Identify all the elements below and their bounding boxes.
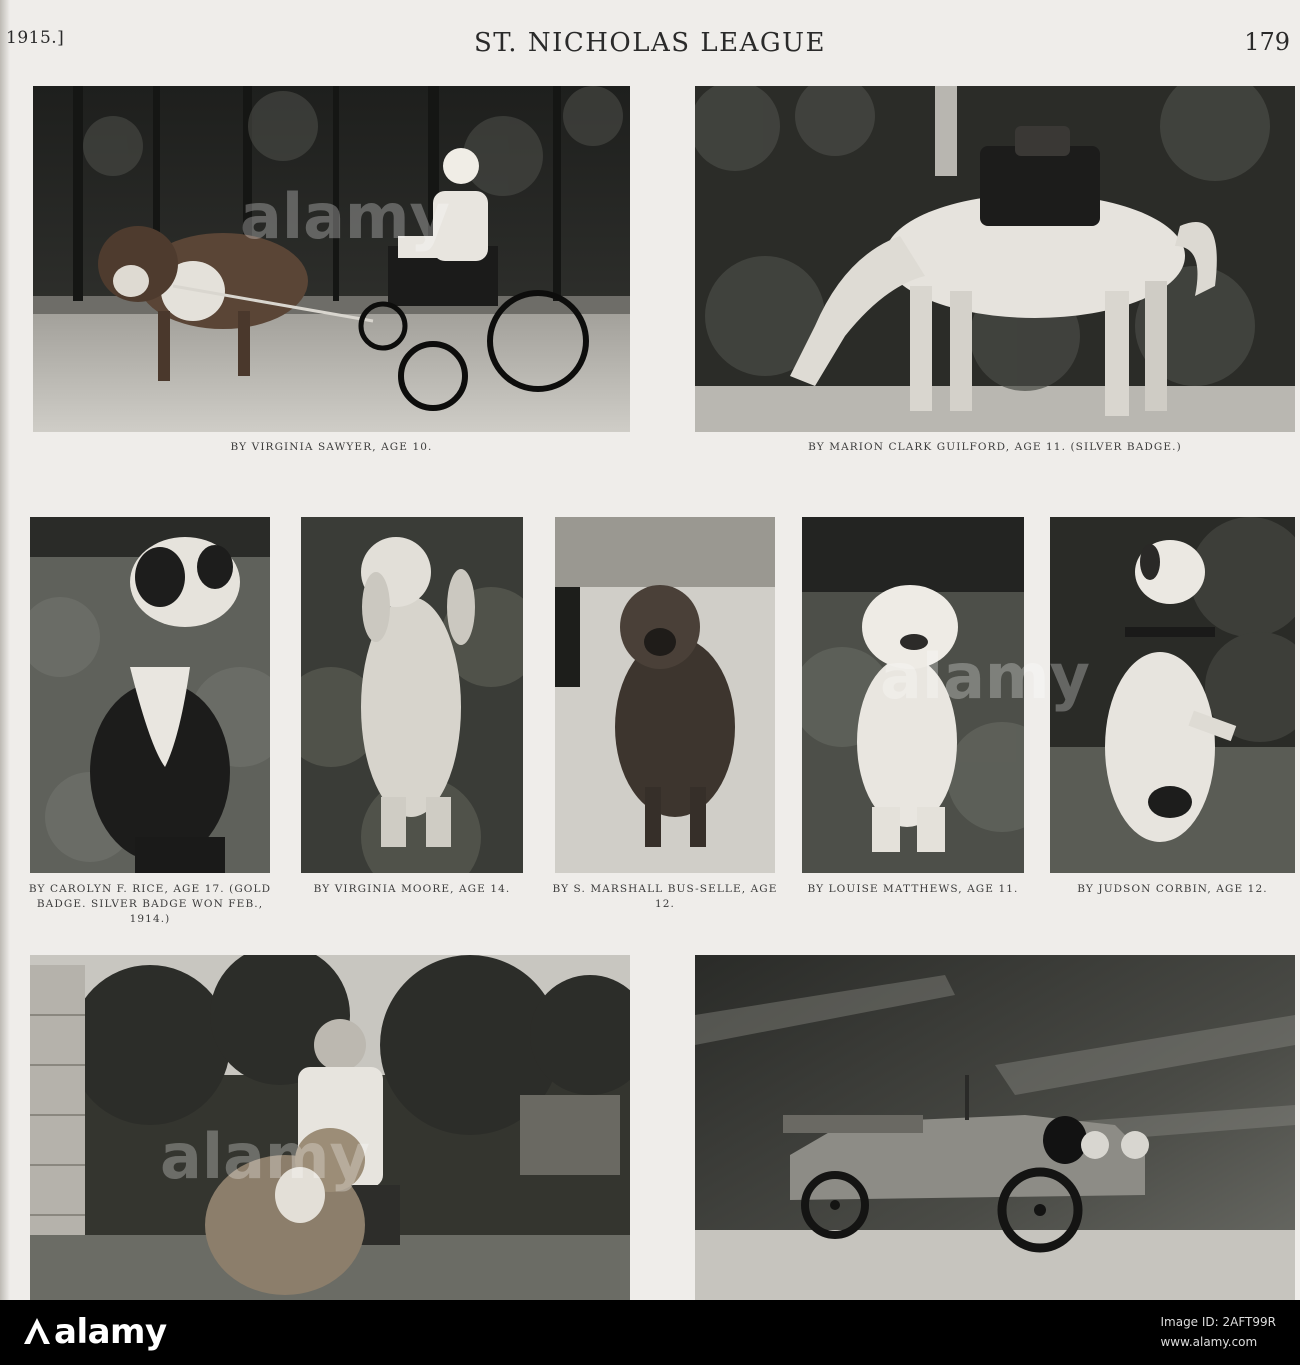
site-url[interactable]: www.alamy.com	[1160, 1335, 1258, 1349]
photo-white-dog	[802, 517, 1024, 873]
caption-photo-2: BY MARION CLARK GUILFORD, AGE 11. (SILVER BADGE.)	[808, 441, 1182, 453]
caption-photo-6: BY LOUISE MATTHEWS, AGE 11.	[807, 883, 1019, 895]
caption-photo-7: BY JUDSON CORBIN, AGE 12.	[1077, 883, 1268, 895]
watermark-text: alamy	[160, 1120, 370, 1193]
photo-horse	[695, 86, 1295, 432]
photo-terrier	[301, 517, 523, 873]
footer-image-info	[1160, 1312, 1276, 1352]
page-number: 179	[1244, 28, 1290, 56]
alamy-a-icon	[22, 1316, 52, 1346]
watermark-text: alamy	[240, 180, 450, 253]
photo-man-with-collie	[30, 955, 630, 1300]
photo-automobile	[695, 955, 1295, 1300]
watermark-text: alamy	[880, 640, 1090, 713]
photo-dog-cart	[33, 86, 630, 432]
alamy-brand-text: alamy	[54, 1312, 167, 1352]
page-edge-shadow	[0, 0, 10, 1300]
photo-fox-terrier	[1050, 517, 1295, 873]
stock-footer-bar	[0, 1300, 1300, 1365]
header-year: 1915.]	[6, 28, 65, 48]
alamy-logo	[22, 1312, 167, 1352]
photo-bulldog	[30, 517, 270, 873]
caption-photo-5: BY S. MARSHALL BUS-SELLE, AGE 12.	[552, 883, 778, 910]
image-id: Image ID: 2AFT99R	[1160, 1315, 1276, 1329]
photo-collie-snow	[555, 517, 775, 873]
page-title: ST. NICHOLAS LEAGUE	[473, 28, 827, 58]
caption-photo-3: BY CAROLYN F. RICE, AGE 17. (GOLD BADGE. SILVER BADGE WON FEB., 1914.)	[28, 883, 272, 925]
caption-photo-4: BY VIRGINIA MOORE, AGE 14.	[313, 883, 511, 895]
caption-photo-1: BY VIRGINIA SAWYER, AGE 10.	[230, 441, 433, 453]
